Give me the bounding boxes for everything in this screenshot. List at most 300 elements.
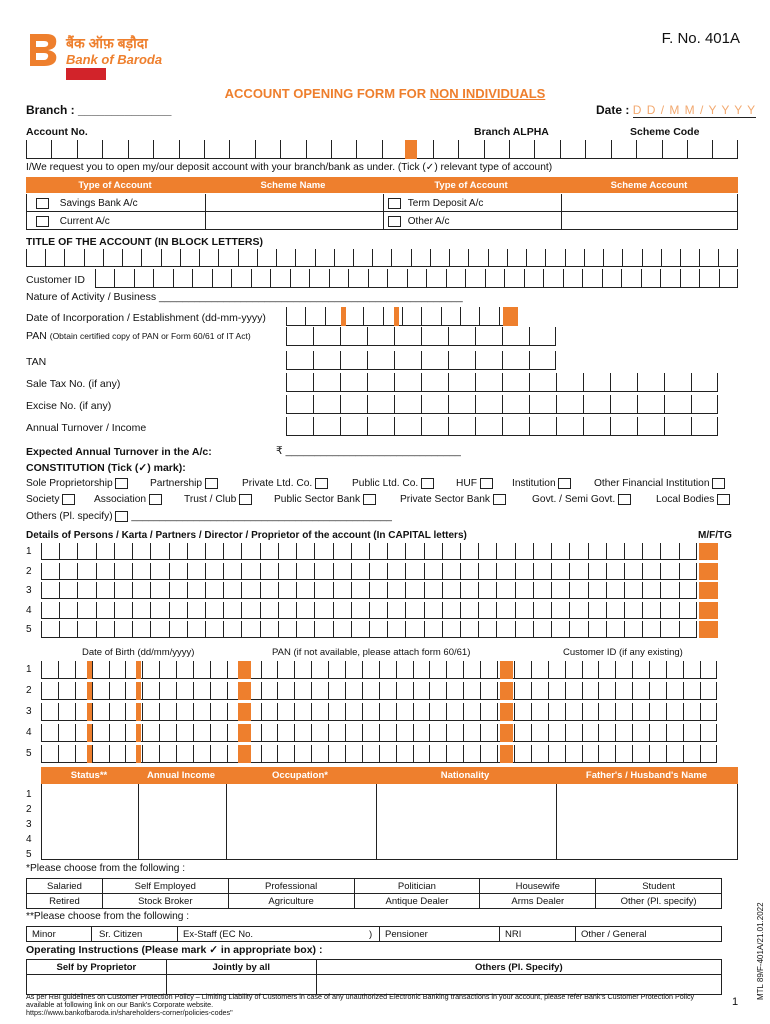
char-box[interactable] (556, 417, 583, 435)
char-box[interactable] (496, 543, 514, 559)
char-box[interactable] (344, 307, 363, 325)
char-box[interactable] (446, 724, 463, 741)
char-box[interactable] (426, 269, 445, 287)
char-box[interactable] (114, 563, 132, 579)
char-box[interactable] (41, 682, 58, 699)
char-box[interactable] (700, 682, 717, 699)
char-box[interactable] (77, 543, 95, 559)
char-box[interactable] (367, 351, 394, 369)
opt-association[interactable]: Association (94, 494, 162, 505)
char-box[interactable] (161, 249, 180, 266)
char-box[interactable] (424, 621, 442, 637)
char-box[interactable] (296, 602, 314, 618)
char-box[interactable] (383, 307, 402, 325)
char-box[interactable] (58, 745, 75, 762)
char-box[interactable] (122, 249, 141, 266)
char-box[interactable] (683, 703, 700, 720)
char-box[interactable] (210, 724, 227, 741)
gender-box[interactable] (699, 602, 718, 619)
char-box[interactable] (649, 724, 666, 741)
char-box[interactable] (649, 661, 666, 678)
checkbox[interactable] (115, 478, 128, 489)
char-box[interactable] (193, 724, 210, 741)
checkbox[interactable] (421, 478, 434, 489)
char-box[interactable] (294, 661, 311, 678)
char-box[interactable] (114, 602, 132, 618)
char-box[interactable] (169, 563, 187, 579)
char-box[interactable] (683, 682, 700, 699)
char-box[interactable] (295, 249, 314, 266)
char-box[interactable] (533, 582, 551, 598)
char-box[interactable] (446, 703, 463, 720)
char-box[interactable] (421, 351, 448, 369)
char-box[interactable] (58, 661, 75, 678)
char-box[interactable] (394, 373, 421, 391)
char-box[interactable] (424, 563, 442, 579)
id-boxes[interactable] (41, 703, 717, 721)
char-box[interactable] (169, 543, 187, 559)
char-box[interactable] (96, 582, 114, 598)
char-box[interactable] (632, 661, 649, 678)
char-box[interactable] (448, 327, 475, 345)
char-box[interactable] (396, 661, 413, 678)
char-box[interactable] (134, 269, 153, 287)
char-box[interactable] (680, 269, 699, 287)
char-box[interactable] (582, 745, 599, 762)
char-box[interactable] (176, 661, 193, 678)
char-box[interactable] (278, 582, 296, 598)
char-box[interactable] (362, 703, 379, 720)
char-box[interactable] (569, 582, 587, 598)
char-box[interactable] (407, 269, 426, 287)
char-box[interactable] (442, 621, 460, 637)
char-box[interactable] (514, 724, 531, 741)
char-box[interactable] (59, 621, 77, 637)
char-box[interactable] (621, 269, 640, 287)
char-box[interactable] (367, 373, 394, 391)
char-box[interactable] (176, 682, 193, 699)
char-box[interactable] (529, 373, 556, 391)
opt-local-bodies[interactable]: Local Bodies (656, 494, 730, 505)
char-box[interactable] (641, 269, 660, 287)
other-ac-option[interactable]: Other A/c (388, 216, 449, 227)
char-box[interactable] (296, 621, 314, 637)
char-box[interactable] (637, 395, 664, 413)
char-box[interactable] (429, 724, 446, 741)
char-box[interactable] (531, 745, 548, 762)
char-box[interactable] (353, 249, 372, 266)
char-box[interactable] (598, 745, 615, 762)
char-box[interactable] (496, 563, 514, 579)
char-box[interactable] (446, 269, 465, 287)
char-box[interactable] (278, 563, 296, 579)
char-box[interactable] (276, 249, 295, 266)
char-box[interactable] (603, 249, 622, 266)
char-box[interactable] (430, 249, 449, 266)
char-box[interactable] (446, 745, 463, 762)
char-box[interactable] (429, 745, 446, 762)
char-box[interactable] (543, 269, 562, 287)
char-box[interactable] (448, 373, 475, 391)
char-box[interactable] (394, 351, 421, 369)
char-box[interactable] (396, 682, 413, 699)
char-box[interactable] (109, 661, 126, 678)
char-box[interactable] (58, 703, 75, 720)
operating-table[interactable]: Self by Proprietor Jointly by all Others (Pl. Specify) (26, 959, 722, 995)
char-box[interactable] (103, 249, 122, 266)
char-box[interactable] (496, 582, 514, 598)
char-box[interactable] (362, 724, 379, 741)
char-box[interactable] (311, 661, 328, 678)
char-box[interactable] (565, 703, 582, 720)
char-box[interactable] (460, 621, 478, 637)
char-box[interactable] (700, 724, 717, 741)
char-box[interactable] (241, 602, 259, 618)
char-box[interactable] (484, 140, 509, 158)
char-box[interactable] (179, 140, 204, 158)
char-box[interactable] (278, 602, 296, 618)
char-box[interactable] (351, 543, 369, 559)
char-box[interactable] (296, 582, 314, 598)
char-box[interactable] (424, 582, 442, 598)
char-box[interactable] (548, 724, 565, 741)
checkbox[interactable] (712, 478, 725, 489)
char-box[interactable] (176, 745, 193, 762)
char-box[interactable] (548, 661, 565, 678)
char-box[interactable] (533, 621, 551, 637)
checkbox[interactable] (149, 494, 162, 505)
char-box[interactable] (502, 373, 529, 391)
char-box[interactable] (460, 307, 479, 325)
char-box[interactable] (260, 582, 278, 598)
constitution-others[interactable]: Others (Pl. specify) ______________________________________________ (26, 511, 392, 523)
char-box[interactable] (662, 140, 687, 158)
char-box[interactable] (328, 724, 345, 741)
char-box[interactable] (294, 745, 311, 762)
char-box[interactable] (368, 269, 387, 287)
char-box[interactable] (534, 140, 559, 158)
char-box[interactable] (424, 543, 442, 559)
char-box[interactable] (261, 661, 278, 678)
char-box[interactable] (396, 724, 413, 741)
char-box[interactable] (569, 563, 587, 579)
char-box[interactable] (565, 682, 582, 699)
char-box[interactable] (394, 417, 421, 435)
char-box[interactable] (278, 543, 296, 559)
char-box[interactable] (569, 543, 587, 559)
char-box[interactable] (210, 682, 227, 699)
char-box[interactable] (223, 543, 241, 559)
char-box[interactable] (141, 249, 160, 266)
char-box[interactable] (379, 724, 396, 741)
char-box[interactable] (142, 745, 159, 762)
opt-public-ltd[interactable]: Public Ltd. Co. (352, 478, 434, 489)
char-box[interactable] (132, 582, 150, 598)
char-box[interactable] (150, 621, 168, 637)
char-box[interactable] (502, 327, 529, 345)
char-box[interactable] (666, 703, 683, 720)
char-box[interactable] (84, 249, 103, 266)
char-box[interactable] (421, 373, 448, 391)
char-box[interactable] (255, 140, 280, 158)
char-box[interactable] (405, 543, 423, 559)
checkbox[interactable] (205, 478, 218, 489)
char-box[interactable] (132, 543, 150, 559)
char-box[interactable] (286, 351, 313, 369)
char-box[interactable] (205, 543, 223, 559)
char-box[interactable] (718, 249, 737, 266)
char-box[interactable] (26, 249, 45, 266)
char-box[interactable] (199, 249, 218, 266)
char-box[interactable] (514, 745, 531, 762)
char-box[interactable] (531, 703, 548, 720)
char-box[interactable] (362, 745, 379, 762)
char-box[interactable] (132, 602, 150, 618)
char-box[interactable] (369, 582, 387, 598)
char-box[interactable] (509, 140, 534, 158)
char-box[interactable] (448, 395, 475, 413)
char-box[interactable] (193, 661, 210, 678)
opt-other-fin[interactable]: Other Financial Institution (594, 478, 725, 489)
char-box[interactable] (153, 140, 178, 158)
char-box[interactable] (679, 543, 697, 559)
char-box[interactable] (153, 269, 172, 287)
char-box[interactable] (515, 602, 533, 618)
char-box[interactable] (396, 745, 413, 762)
char-box[interactable] (277, 682, 294, 699)
char-box[interactable] (311, 682, 328, 699)
char-box[interactable] (340, 327, 367, 345)
char-box[interactable] (514, 703, 531, 720)
char-box[interactable] (606, 621, 624, 637)
char-box[interactable] (551, 582, 569, 598)
id-boxes[interactable] (41, 661, 717, 679)
char-box[interactable] (96, 563, 114, 579)
char-box[interactable] (277, 745, 294, 762)
char-box[interactable] (77, 563, 95, 579)
char-box[interactable] (637, 417, 664, 435)
char-box[interactable] (582, 661, 599, 678)
char-box[interactable] (257, 249, 276, 266)
char-box[interactable] (642, 582, 660, 598)
char-box[interactable] (59, 602, 77, 618)
char-box[interactable] (479, 307, 498, 325)
char-box[interactable] (606, 543, 624, 559)
char-box[interactable] (649, 745, 666, 762)
char-box[interactable] (582, 703, 599, 720)
char-box[interactable] (369, 563, 387, 579)
char-box[interactable] (92, 703, 109, 720)
char-box[interactable] (680, 249, 699, 266)
char-box[interactable] (622, 249, 641, 266)
char-box[interactable] (624, 582, 642, 598)
char-box[interactable] (286, 327, 313, 345)
current-option[interactable]: Current A/c (36, 216, 110, 227)
char-box[interactable] (563, 269, 582, 287)
char-box[interactable] (294, 724, 311, 741)
char-box[interactable] (150, 582, 168, 598)
char-box[interactable] (429, 661, 446, 678)
char-box[interactable] (649, 703, 666, 720)
char-box[interactable] (369, 543, 387, 559)
char-box[interactable] (142, 661, 159, 678)
char-box[interactable] (606, 563, 624, 579)
char-box[interactable] (229, 140, 254, 158)
char-box[interactable] (632, 724, 649, 741)
char-box[interactable] (610, 373, 637, 391)
char-box[interactable] (666, 745, 683, 762)
char-box[interactable] (683, 745, 700, 762)
char-box[interactable] (286, 417, 313, 435)
char-box[interactable] (333, 582, 351, 598)
date-incorp-boxes[interactable] (286, 307, 518, 326)
char-box[interactable] (413, 661, 430, 678)
char-box[interactable] (45, 249, 64, 266)
char-box[interactable] (382, 140, 407, 158)
char-box[interactable] (606, 582, 624, 598)
opt-institution[interactable]: Institution (512, 478, 571, 489)
char-box[interactable] (41, 724, 58, 741)
char-box[interactable] (260, 602, 278, 618)
char-box[interactable] (187, 602, 205, 618)
char-box[interactable] (642, 621, 660, 637)
gender-box[interactable] (699, 563, 718, 580)
char-box[interactable] (345, 724, 362, 741)
char-box[interactable] (345, 745, 362, 762)
char-box[interactable] (114, 543, 132, 559)
char-box[interactable] (379, 661, 396, 678)
checkbox[interactable] (115, 511, 128, 522)
char-box[interactable] (602, 269, 621, 287)
char-box[interactable] (193, 703, 210, 720)
char-box[interactable] (660, 543, 678, 559)
char-box[interactable] (241, 543, 259, 559)
char-box[interactable] (109, 724, 126, 741)
char-box[interactable] (615, 682, 632, 699)
char-box[interactable] (507, 249, 526, 266)
char-box[interactable] (128, 140, 153, 158)
checkbox[interactable] (315, 478, 328, 489)
char-box[interactable] (615, 703, 632, 720)
char-box[interactable] (109, 745, 126, 762)
char-box[interactable] (615, 745, 632, 762)
char-box[interactable] (642, 602, 660, 618)
char-box[interactable] (142, 724, 159, 741)
char-box[interactable] (565, 661, 582, 678)
char-box[interactable] (187, 621, 205, 637)
char-box[interactable] (59, 543, 77, 559)
char-box[interactable] (649, 682, 666, 699)
char-box[interactable] (529, 395, 556, 413)
checkbox[interactable] (618, 494, 631, 505)
char-box[interactable] (463, 745, 480, 762)
char-box[interactable] (369, 621, 387, 637)
char-box[interactable] (394, 395, 421, 413)
char-box[interactable] (180, 249, 199, 266)
char-box[interactable] (351, 582, 369, 598)
char-box[interactable] (475, 395, 502, 413)
char-box[interactable] (588, 602, 606, 618)
char-box[interactable] (77, 602, 95, 618)
char-box[interactable] (583, 373, 610, 391)
char-box[interactable] (367, 395, 394, 413)
char-box[interactable] (286, 373, 313, 391)
char-box[interactable] (277, 724, 294, 741)
char-box[interactable] (624, 602, 642, 618)
char-box[interactable] (260, 563, 278, 579)
char-box[interactable] (223, 582, 241, 598)
char-box[interactable] (387, 269, 406, 287)
char-box[interactable] (463, 703, 480, 720)
char-box[interactable] (176, 703, 193, 720)
char-box[interactable] (480, 724, 497, 741)
char-box[interactable] (348, 269, 367, 287)
char-box[interactable] (642, 543, 660, 559)
char-box[interactable] (387, 543, 405, 559)
char-box[interactable] (531, 724, 548, 741)
annual-turnover-boxes[interactable] (286, 417, 718, 436)
char-box[interactable] (92, 724, 109, 741)
char-box[interactable] (311, 703, 328, 720)
char-box[interactable] (192, 269, 211, 287)
char-box[interactable] (551, 602, 569, 618)
char-box[interactable] (59, 582, 77, 598)
char-box[interactable] (556, 373, 583, 391)
char-box[interactable] (176, 724, 193, 741)
char-box[interactable] (41, 543, 59, 559)
char-box[interactable] (588, 621, 606, 637)
char-box[interactable] (719, 269, 738, 287)
char-box[interactable] (496, 602, 514, 618)
char-box[interactable] (545, 249, 564, 266)
char-box[interactable] (241, 621, 259, 637)
char-box[interactable] (356, 140, 381, 158)
char-box[interactable] (548, 745, 565, 762)
char-box[interactable] (193, 745, 210, 762)
char-box[interactable] (413, 703, 430, 720)
char-box[interactable] (305, 307, 324, 325)
checkbox[interactable] (239, 494, 252, 505)
char-box[interactable] (379, 682, 396, 699)
char-box[interactable] (314, 582, 332, 598)
char-box[interactable] (637, 373, 664, 391)
char-box[interactable] (362, 661, 379, 678)
gender-box[interactable] (699, 543, 718, 560)
char-box[interactable] (77, 140, 102, 158)
char-box[interactable] (296, 563, 314, 579)
char-box[interactable] (480, 703, 497, 720)
char-box[interactable] (660, 563, 678, 579)
char-box[interactable] (642, 249, 661, 266)
char-box[interactable] (405, 602, 423, 618)
char-box[interactable] (212, 269, 231, 287)
char-box[interactable] (379, 745, 396, 762)
char-box[interactable] (296, 543, 314, 559)
char-box[interactable] (314, 602, 332, 618)
char-box[interactable] (387, 602, 405, 618)
char-box[interactable] (92, 661, 109, 678)
char-box[interactable] (475, 351, 502, 369)
char-box[interactable] (475, 373, 502, 391)
savings-option[interactable]: Savings Bank A/c (36, 198, 138, 209)
excise-boxes[interactable] (286, 395, 718, 414)
char-box[interactable] (59, 563, 77, 579)
char-box[interactable] (114, 621, 132, 637)
char-box[interactable] (679, 582, 697, 598)
char-box[interactable] (313, 373, 340, 391)
char-box[interactable] (210, 661, 227, 678)
char-box[interactable] (666, 661, 683, 678)
